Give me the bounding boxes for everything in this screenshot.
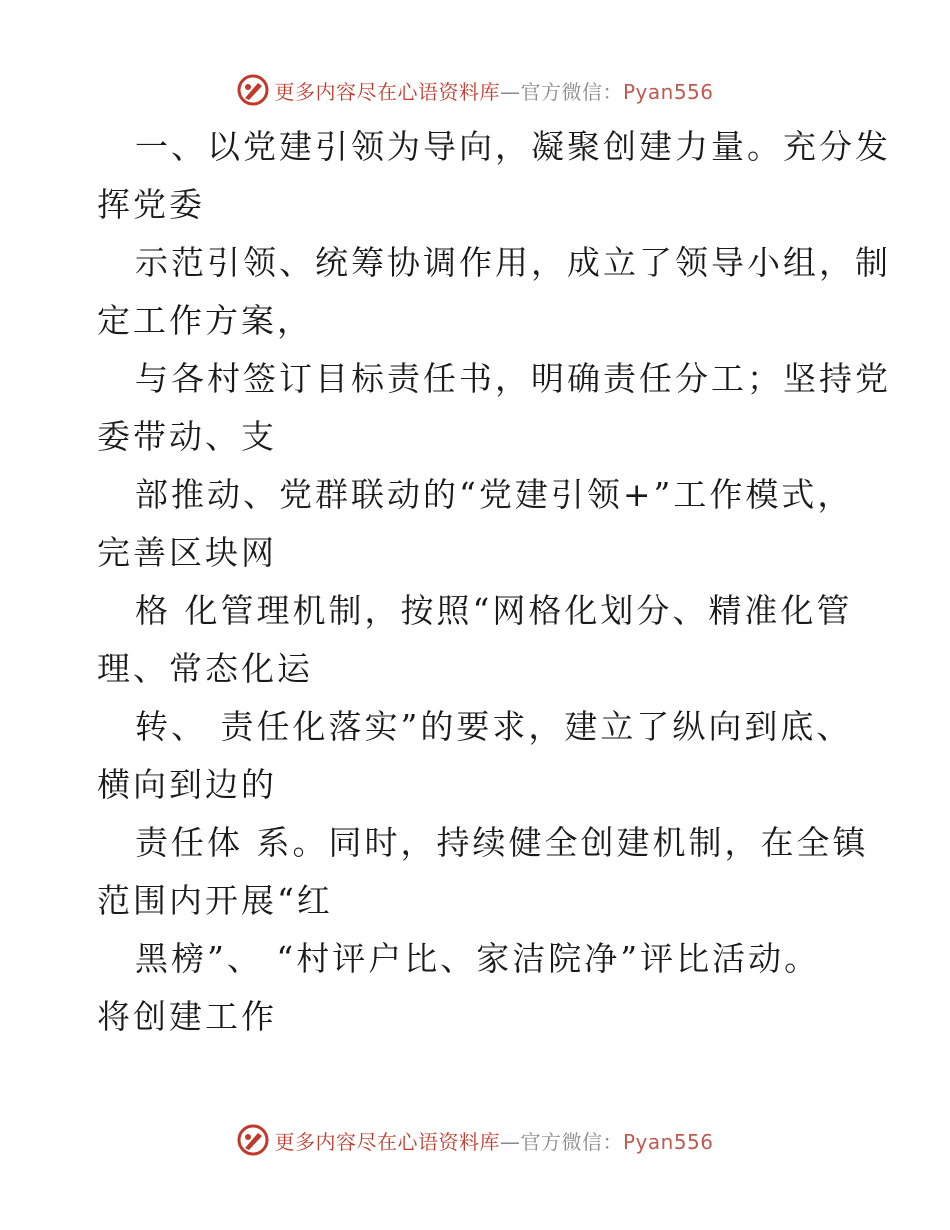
body-text-line: 横向到边的 xyxy=(97,765,277,804)
watermark-separator: —官方微信： xyxy=(499,1129,623,1154)
body-text-line: 与各村签订目标责任书，明确责任分工；坚持党 xyxy=(135,359,891,398)
body-text-line: 黑榜”、 “村评户比、家洁院净”评比活动。 xyxy=(135,939,821,978)
body-text-line: 完善区块网 xyxy=(97,533,277,572)
body-text-line: 挥党委 xyxy=(97,185,205,224)
header-watermark xyxy=(0,70,950,110)
watermark-text xyxy=(274,1126,713,1155)
body-text-line: 范围内开展“红 xyxy=(97,881,333,920)
pen-logo-icon xyxy=(236,73,270,107)
body-text-line: 委带动、支 xyxy=(97,417,277,456)
body-text-line: 将创建工作 xyxy=(97,997,277,1036)
document-body xyxy=(97,118,891,1046)
body-text-line: 定工作方案， xyxy=(97,301,313,340)
watermark-wechat-id: Pyan556 xyxy=(622,79,714,104)
body-text-line: 理、常态化运 xyxy=(97,649,313,688)
watermark-site-name: 更多内容尽在心语资料库 xyxy=(274,79,500,104)
watermark-separator: —官方微信： xyxy=(499,79,623,104)
watermark-text xyxy=(274,76,713,105)
body-text-line: 责任体 系。同时，持续健全创建机制，在全镇 xyxy=(135,823,869,862)
body-text-line: 示范引领、统筹协调作用，成立了领导小组，制 xyxy=(135,243,891,282)
body-text-line: 转、 责任化落实”的要求，建立了纵向到底、 xyxy=(135,707,853,746)
pen-logo-icon xyxy=(236,1123,270,1157)
footer-watermark xyxy=(0,1120,950,1160)
body-text-line: 部推动、党群联动的“党建引领+”工作模式， xyxy=(135,475,854,514)
watermark-site-name: 更多内容尽在心语资料库 xyxy=(274,1129,500,1154)
watermark-wechat-id: Pyan556 xyxy=(622,1129,714,1154)
body-text-line: 一、以党建引领为导向，凝聚创建力量。充分发 xyxy=(135,127,891,166)
body-text-line: 格 化管理机制，按照“网格化划分、精准化管 xyxy=(135,591,853,630)
